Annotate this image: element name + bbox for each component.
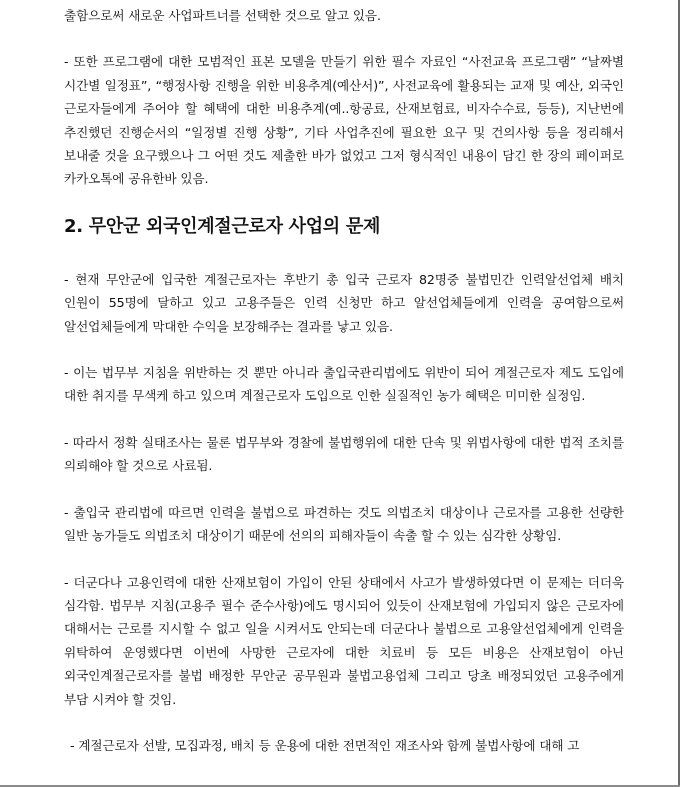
paragraph-reinvestigation: - 계절근로자 선발, 모집과정, 배치 등 운용에 대한 전면적인 재조사와 함께 불법사항에 대해 고 xyxy=(70,737,580,753)
paragraph-law-violation: - 이는 법무부 지침을 위반하는 것 뿐만 아니라 출입국관리법에도 위반이 되어 계절근로자 제도 도입에 대한 취지를 무색케 하고 있으며 계절근로자 도입으로 인한 실질적인 농가 혜택은 미미한 실정임. xyxy=(64,365,624,404)
paragraph-program-materials: - 또한 프로그램에 대한 모범적인 표본 모델을 만들기 위한 필수 자료인 “사전교육 프로그램” “날짜별 시간별 일정표”, “행정사항 진행을 위한 비용추계(예산서)”, 사전교육에 활용되는 교재 및 예산, 외국인 근로자들에게 주어야 할 혜택에 대한 비용추계(예..항공료, 산재보험료, 비자수수료, 등등), 지난번에 추진했던 진행순서의 “일정별 진행 상황”, 기타 사업추진에 필요한 요구 및 건의사항 등을 정리해서 보내줄 것을 요구했으나 그 어떤 것도 제출한 바가 없었고 그저 형식적인 내용이 담긴 한 장의 페이퍼로 카카오톡에 공유한바 있음. xyxy=(64,54,624,187)
paragraph-continuation: 출함으로써 새로운 사업파트너를 선택한 것으로 알고 있음. xyxy=(64,8,381,23)
section-heading: 2. 무안군 외국인계절근로자 사업의 문제 xyxy=(64,215,381,237)
paragraph-illegal-placement: - 현재 무안군에 입국한 계절근로자는 후반기 총 입국 근로자 82명중 불법민간 인력알선업체 배치 인원이 55명에 달하고 있고 고용주들은 인력 신청만 하고 알선업체들에게 인력을 공여함으로써 알선업체들에게 막대한 수익을 보장해주는 결과를 낳고 있음. xyxy=(64,271,624,334)
document-body xyxy=(64,4,624,780)
paragraph-immigration-law: - 출입국 관리법에 따르면 인력을 불법으로 파견하는 것도 의법조치 대상이나 근로자를 고용한 선량한 일반 농가들도 의법조치 대상이기 때문에 선의의 피해자들이 속출 할 수 있는 심각한 상황임. xyxy=(64,504,624,544)
paragraph-industrial-insurance: - 더군다나 고용인력에 대한 산재보험이 가입이 안된 상태에서 사고가 발생하였다면 이 문제는 더더욱 심각함. 법무부 지침(고용주 필수 준수사항)에도 명시되어 있듯이 산재보험에 가입되지 않은 근로자에 대해서는 근로를 지시할 수 없고 일을 시켜서도 안되는데 더군다나 불법으로 고용알선업체에게 인력을 위탁하여 운영했다면 이번에 사망한 근로자에 대한 치료비 등 모든 비용은 산재보험이 아닌 외국인계절근로자를 불법 배정한 무안군 공무원과 불법고용업체 그리고 당초 배정되었던 고용주에게 부담 시켜야 할 것임. xyxy=(64,574,625,707)
paragraph-investigation-request: - 따라서 정확 실태조사는 물론 법무부와 경찰에 불법행위에 대한 단속 및 위법사항에 대한 법적 조치를 의뢰해야 할 것으로 사료됨. xyxy=(64,434,624,474)
